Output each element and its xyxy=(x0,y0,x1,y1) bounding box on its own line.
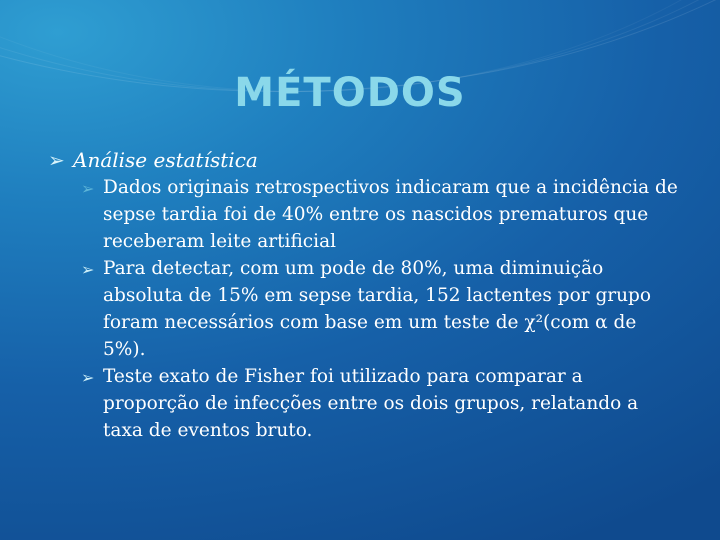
bullet-level2-text: Para detectar, com um pode de 80%, uma diminuição absoluta de 15% em sepse tardia, 152 lactentes por grupo foram necessários com base em um teste de χ²(com α de 5%). xyxy=(103,258,652,360)
slide-title: MÉTODOS xyxy=(234,70,466,116)
bullet-level2 xyxy=(81,174,678,255)
arrow-bullet-icon: ➢ xyxy=(81,368,95,387)
arrow-bullet-icon: ➢ xyxy=(81,179,95,198)
bullet-level2-text: Dados originais retrospectivos indicaram que a incidência de sepse tardia foi de 40% entre os nascidos prematuros que receberam leite artificial xyxy=(103,177,678,252)
bullet-level2-text: Teste exato de Fisher foi utilizado para comparar a proporção de infecções entre os dois grupos, relatando a taxa de eventos bruto. xyxy=(103,366,639,441)
bullet-level1 xyxy=(48,146,678,174)
arrow-bullet-icon: ➢ xyxy=(48,148,65,172)
slide-content xyxy=(48,146,678,444)
bullet-level2 xyxy=(81,255,678,363)
bullet-level1-text: Análise estatística xyxy=(73,148,258,172)
bullet-level2 xyxy=(81,363,678,444)
arrow-bullet-icon: ➢ xyxy=(81,260,95,279)
